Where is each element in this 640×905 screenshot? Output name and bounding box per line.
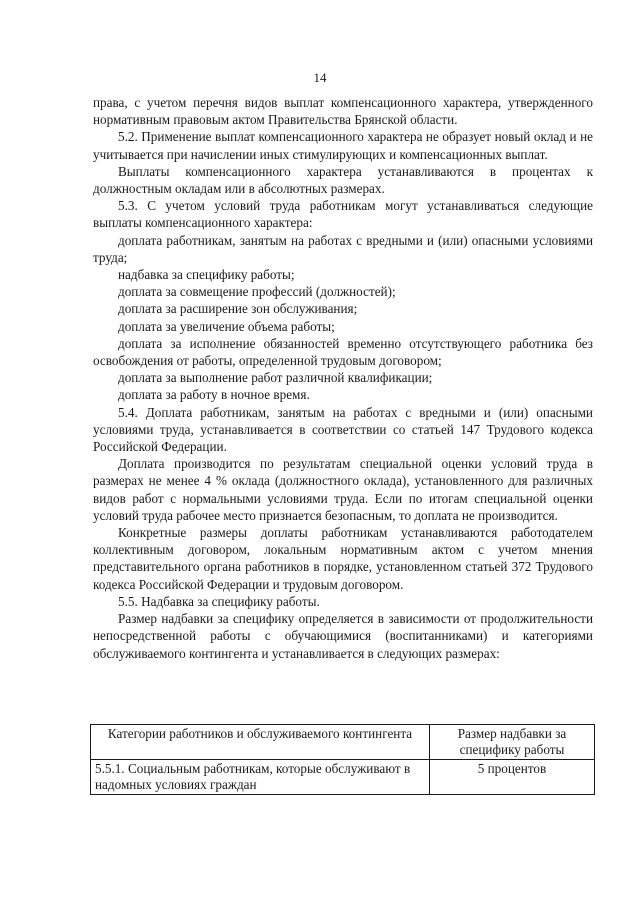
list-item: доплата работникам, занятым на работах с вредными и (или) опасными условиями труда; (93, 232, 593, 265)
page-number: 14 (313, 70, 327, 85)
table-row (91, 760, 595, 795)
paragraph: Выплаты компенсационного характера устанавливаются в процентах к должностным окладам или в абсолютных размерах. (93, 163, 593, 197)
table-cell-category: 5.5.1. Социальным работникам, которые обслуживают в надомных условиях граждан (91, 760, 430, 795)
paragraph: Размер надбавки за специфику определяется в зависимости от продолжительности непосредственной работы с обучающимися (воспитанниками) и категориями обслуживаемого контингента и устанавливается в следующих размерах: (93, 611, 593, 661)
document-body (93, 94, 593, 662)
paragraph: права, с учетом перечня видов выплат компенсационного характера, утвержденного нормативным правовым актом Правительства Брянской области. (93, 95, 593, 128)
paragraph: 5.2. Применение выплат компенсационного характера не образует новый оклад и не учитывается при начислении иных стимулирующих и компенсационных выплат. (93, 129, 593, 162)
table-header-row (91, 725, 595, 760)
table-header-size: Размер надбавки за специфику работы (430, 725, 595, 760)
allowance-table (90, 724, 595, 795)
list-item: доплата за расширение зон обслуживания; (118, 301, 358, 317)
list-item: доплата за исполнение обязанностей временно отсутствующего работника без освобождения от работы, определенной трудовым договором; (93, 335, 593, 369)
paragraph: Конкретные размеры доплаты работникам устанавливаются работодателем коллективным договором, локальным нормативным актом с учетом мнения представительного органа работников в порядке, установленном статьей 372 Трудового кодекса Российской Федерации и трудовым договором. (93, 525, 593, 592)
table-header-category: Категории работников и обслуживаемого контингента (91, 725, 430, 760)
paragraph: 5.3. С учетом условий труда работникам могут устанавливаться следующие выплаты компенсационного характера: (93, 198, 593, 231)
paragraph: 5.5. Надбавка за специфику работы. (118, 593, 320, 609)
paragraph: 5.4. Доплата работникам, занятым на работах с вредными и (или) опасными условиями труда, устанавливается в соответствии со статьей 147 Трудового кодекса Российской Федерации. (93, 404, 593, 455)
list-item: доплата за выполнение работ различной квалификации; (118, 370, 433, 386)
table-cell-size: 5 процентов (430, 760, 595, 795)
list-item: доплата за совмещение профессий (должностей); (118, 284, 396, 300)
list-item: доплата за увеличение объема работы; (118, 318, 335, 334)
paragraph: Доплата производится по результатам специальной оценки условий труда в размерах не менее 4 % оклада (должностного оклада), установленного для различных видов работ с нормальными условиями труда. Если по итогам специальной оценки условий труда рабочее место признается безопасным, то доплата не производится. (93, 456, 593, 523)
list-item: доплата за работу в ночное время. (118, 387, 310, 403)
list-item: надбавка за специфику работы; (118, 267, 295, 283)
